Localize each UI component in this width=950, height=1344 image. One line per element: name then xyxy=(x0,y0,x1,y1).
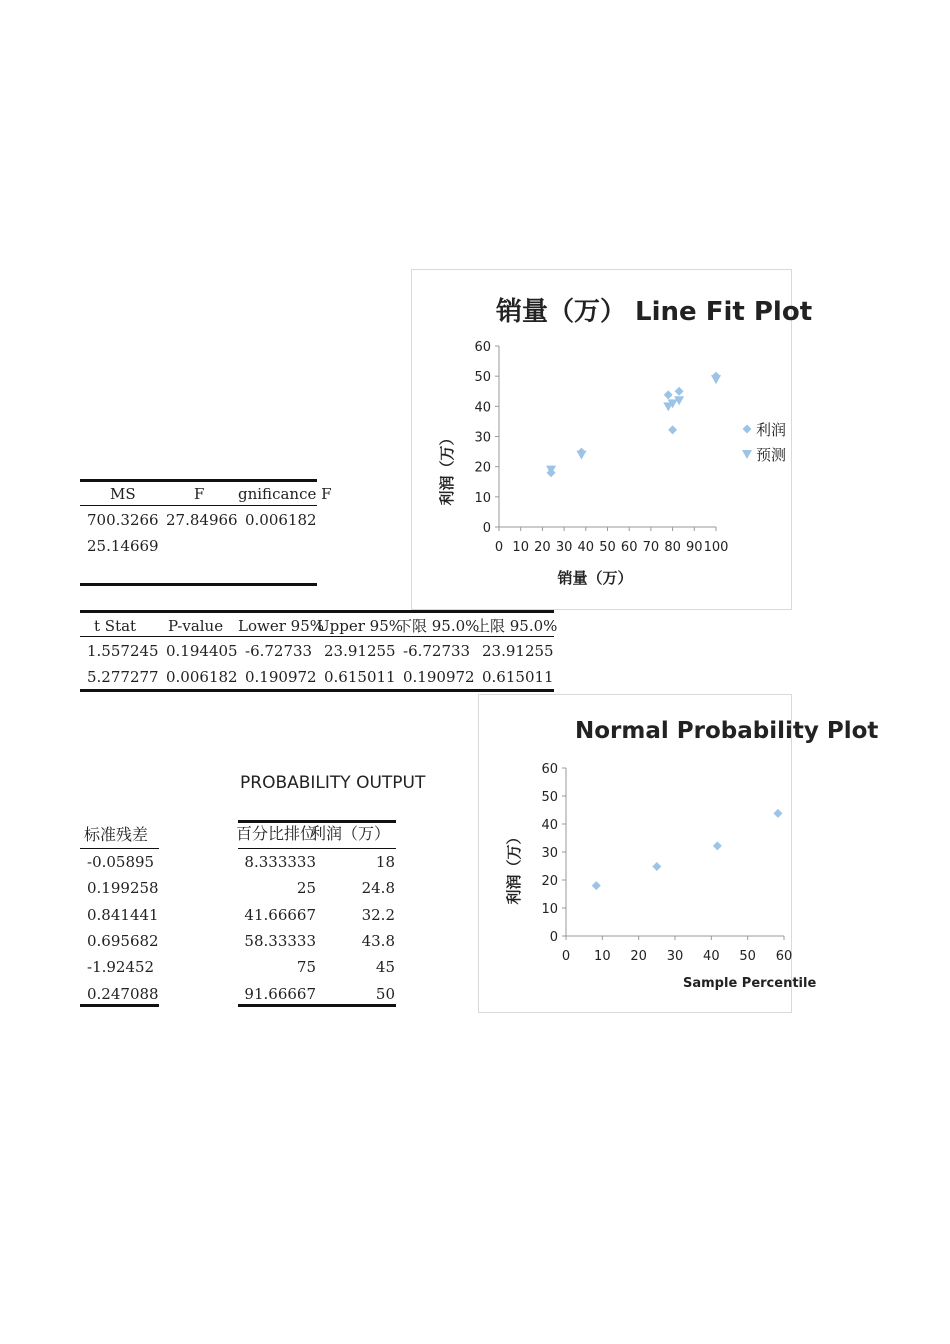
x-tick-label: 10 xyxy=(594,949,611,964)
coef-header-pvalue: P-value xyxy=(168,617,224,635)
coef-cell: 23.91255 xyxy=(324,642,396,660)
anova-top-rule xyxy=(80,479,317,482)
prob-profit: 43.8 xyxy=(361,932,395,950)
data-point xyxy=(711,375,721,384)
prob-profit: 18 xyxy=(375,853,395,871)
x-tick-label: 0 xyxy=(494,540,504,555)
y-axis-title: 利润（万） xyxy=(505,829,523,905)
line-fit-plot-svg xyxy=(412,270,812,611)
y-tick-label: 60 xyxy=(541,762,558,777)
anova-header-significance-f: gnificance F xyxy=(238,485,332,503)
data-point xyxy=(592,881,601,890)
y-tick-label: 40 xyxy=(474,400,491,416)
residual-value: 0.199258 xyxy=(87,879,159,897)
x-tick-label: 30 xyxy=(555,540,573,555)
x-tick-label: 30 xyxy=(666,949,684,964)
residual-value: 0.247088 xyxy=(87,985,159,1003)
line-fit-plot-chart[interactable] xyxy=(411,269,813,610)
prob-percentile: 75 xyxy=(296,958,316,976)
x-tick-label: 40 xyxy=(703,949,720,964)
anova-bottom-rule xyxy=(80,583,317,586)
x-tick-label: 80 xyxy=(664,540,681,555)
x-axis-title: Sample Percentile xyxy=(683,976,817,991)
residual-header-rule xyxy=(80,848,159,849)
normal-probability-plot-chart[interactable] xyxy=(478,694,879,1013)
x-tick-label: 100 xyxy=(703,540,729,555)
prob-header-percentile: 百分比排位 xyxy=(236,824,317,843)
data-point xyxy=(713,841,722,850)
coef-cell: 0.006182 xyxy=(166,668,238,686)
residual-bottom-rule xyxy=(80,1004,159,1007)
coef-cell: 0.190972 xyxy=(245,668,317,686)
anova-cell: 27.84966 xyxy=(166,511,238,529)
coef-cell: -6.72733 xyxy=(403,642,471,660)
legend-marker xyxy=(743,425,752,434)
anova-header-rule xyxy=(80,505,317,506)
coef-header-tstat: t Stat xyxy=(94,617,137,635)
legend-label: 预测 xyxy=(756,446,787,464)
y-tick-label: 30 xyxy=(474,430,491,446)
prob-profit: 45 xyxy=(375,958,395,976)
y-tick-label: 0 xyxy=(549,930,558,945)
x-tick-label: 60 xyxy=(620,540,638,555)
x-axis-title: 销量（万） xyxy=(557,569,633,587)
chart-title: 销量（万） Line Fit Plot xyxy=(496,297,813,327)
coef-cell: 5.277277 xyxy=(87,668,159,686)
x-tick-label: 40 xyxy=(577,540,595,555)
y-tick-label: 60 xyxy=(474,340,491,355)
y-tick-label: 50 xyxy=(541,790,558,805)
x-tick-label: 60 xyxy=(775,949,793,964)
y-tick-label: 20 xyxy=(474,460,491,476)
probability-output-title: PROBABILITY OUTPUT xyxy=(240,773,426,793)
prob-profit: 32.2 xyxy=(361,906,395,924)
anova-header-f: F xyxy=(194,485,205,503)
residual-value: -0.05895 xyxy=(87,853,155,871)
coef-cell: -6.72733 xyxy=(245,642,313,660)
x-tick-label: 20 xyxy=(534,540,551,555)
chart-title: Normal Probability Plot xyxy=(575,718,879,744)
coef-cell: 23.91255 xyxy=(482,642,554,660)
coef-cell: 0.615011 xyxy=(482,668,554,686)
y-tick-label: 0 xyxy=(482,521,491,536)
x-tick-label: 50 xyxy=(599,540,616,555)
prob-percentile: 25 xyxy=(296,879,316,897)
prob-header-profit: 利润（万） xyxy=(310,824,391,843)
y-tick-label: 40 xyxy=(541,818,558,833)
anova-cell: 700.3266 xyxy=(87,511,159,529)
coef-header-lower95: Lower 95% xyxy=(238,617,324,635)
x-tick-label: 0 xyxy=(561,949,571,964)
data-point xyxy=(773,809,782,818)
coef-cell: 1.557245 xyxy=(87,642,159,660)
anova-cell: 0.006182 xyxy=(245,511,317,529)
x-tick-label: 10 xyxy=(512,540,529,555)
coef-header-upper950: 上限 95.0% xyxy=(475,617,558,635)
legend-marker xyxy=(742,450,752,459)
y-axis-title: 利润（万） xyxy=(438,430,456,506)
data-point xyxy=(664,390,673,399)
y-tick-label: 30 xyxy=(541,846,558,861)
residual-value: 0.695682 xyxy=(87,932,159,950)
data-point xyxy=(576,451,586,460)
x-tick-label: 90 xyxy=(686,540,703,555)
coef-cell: 0.615011 xyxy=(324,668,396,686)
coef-bottom-rule xyxy=(80,689,554,692)
prob-profit: 50 xyxy=(375,985,395,1003)
x-tick-label: 50 xyxy=(739,949,756,964)
coef-cell: 0.190972 xyxy=(403,668,475,686)
prob-percentile: 58.33333 xyxy=(244,932,316,950)
coef-header-rule xyxy=(80,636,554,637)
residual-value: 0.841441 xyxy=(87,906,159,924)
y-tick-label: 10 xyxy=(541,902,558,917)
x-tick-label: 70 xyxy=(642,540,660,555)
prob-percentile: 91.66667 xyxy=(244,985,316,1003)
prob-bottom-rule xyxy=(238,1004,396,1007)
y-tick-label: 50 xyxy=(474,370,491,386)
normal-probability-plot-svg xyxy=(479,695,879,1014)
residual-value: -1.92452 xyxy=(87,958,155,976)
prob-percentile: 41.66667 xyxy=(244,906,316,924)
prob-header-rule xyxy=(238,848,396,849)
prob-profit: 24.8 xyxy=(361,879,395,897)
anova-cell: 25.14669 xyxy=(87,537,159,555)
data-point xyxy=(668,425,677,434)
data-point xyxy=(675,387,684,396)
coef-header-upper95: Upper 95% xyxy=(317,617,404,635)
y-tick-label: 10 xyxy=(474,490,491,506)
data-point xyxy=(652,862,661,871)
coef-header-lower950: 下限 95.0% xyxy=(397,617,480,635)
y-tick-label: 20 xyxy=(541,874,558,889)
x-tick-label: 20 xyxy=(630,949,647,964)
residual-header: 标准残差 xyxy=(84,825,149,844)
legend-label: 利润 xyxy=(756,421,787,439)
anova-header-ms: MS xyxy=(110,485,136,503)
prob-percentile: 8.333333 xyxy=(244,853,316,871)
coef-cell: 0.194405 xyxy=(166,642,238,660)
